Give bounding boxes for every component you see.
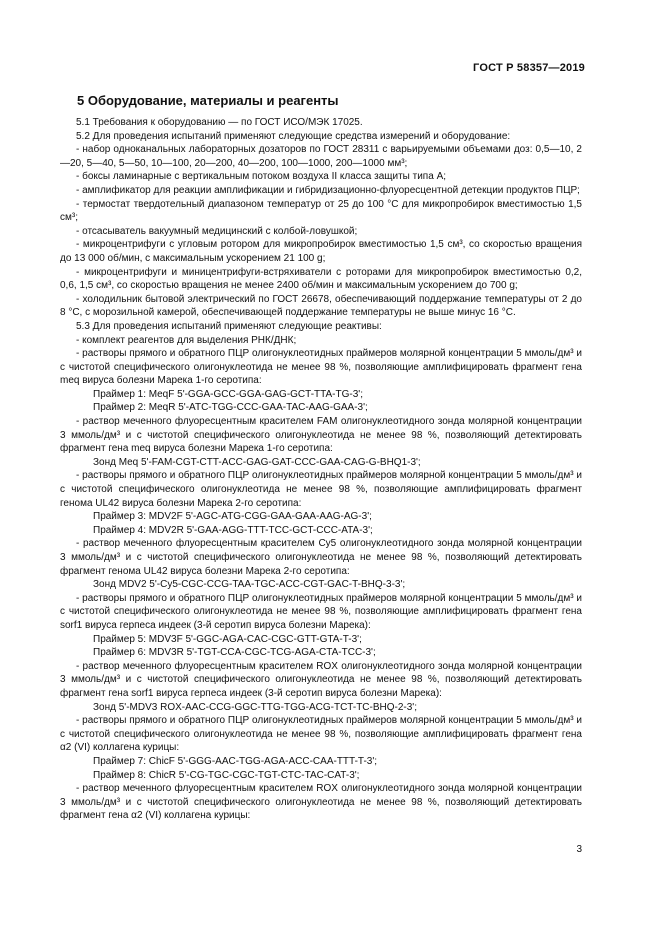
- sequence-line: Праймер 7: ChicF 5'-GGG-AAC-TGG-AGA-ACC-CAA-TTT-T-3';: [93, 755, 378, 767]
- sequence-line: Праймер 2: MeqR 5'-ATC-TGG-CCC-GAA-TAC-AAG-GAA-3';: [93, 402, 368, 414]
- sequence-line: Праймер 3: MDV2F 5'-AGC-ATG-CGG-GAA-GAA-AAG-AG-3';: [93, 511, 372, 523]
- sequence-line: Праймер 1: MeqF 5'-GGA-GCC-GGA-GAG-GCT-TTA-TG-3';: [93, 388, 363, 400]
- paragraph: 5.1 Требования к оборудованию — по ГОСТ ИСО/МЭК 17025.: [76, 117, 363, 128]
- list-item: - раствор меченного флуоресцентным красителем ROX олигонуклеотидного зонда молярной концентрации 3 ммоль/дм³ и с чистотой специфического олигонуклеотида не менее 98 %, позволяющий детектировать фрагмент гена sorf1 вируса герпеса индеек (3-й серотип вируса болезни Марека):: [60, 660, 582, 699]
- list-item: - растворы прямого и обратного ПЦР олигонуклеотидных праймеров молярной концентрации 5 ммоль/дм³ и с чистотой специфического олигонуклеотида не менее 98 %, позволяющие амплифицировать фрагмент гена meq вируса болезни Марека 1-го серотипа:: [60, 348, 582, 387]
- sequence-line: Праймер 8: ChicR 5'-CG-TGC-CGC-TGT-CTC-TAC-CAT-3';: [93, 769, 360, 781]
- page-number: 3: [576, 844, 582, 855]
- list-item: - раствор меченного флуоресцентным красителем Cy5 олигонуклеотидного зонда молярной концентрации 3 ммоль/дм³ и с чистотой специфического олигонуклеотида не менее 98 %, позволяющий детектировать фрагмент генома UL42 вируса болезни Марека 2-го серотипа:: [60, 538, 582, 577]
- list-item: - боксы ламинарные с вертикальным потоком воздуха II класса защиты типа А;: [76, 171, 447, 183]
- sequence-line: Праймер 4: MDV2R 5'-GAA-AGG-TTT-TCC-GCT-CCC-ATA-3';: [93, 524, 373, 536]
- paragraph: 5.3 Для проведения испытаний применяют следующие реактивы:: [76, 320, 382, 332]
- document-header: ГОСТ Р 58357—2019: [473, 62, 585, 74]
- paragraph: 5.2 Для проведения испытаний применяют следующие средства измерений и оборудование:: [76, 130, 511, 142]
- list-item: - набор одноканальных лабораторных дозаторов по ГОСТ 28311 с варьируемыми объемами доз: 0,5—10, 2—20, 5—40, 5—50, 10—100, 20—200, 40—200, 100—1000, 200—1000 мм³;: [60, 144, 582, 169]
- sequence-line: Зонд Meq 5'-FAM-CGT-CTT-ACC-GAG-GAT-CCC-GAA-CAG-G-BHQ1-3';: [93, 456, 421, 468]
- sequence-line: Праймер 6: MDV3R 5'-TGT-CCA-CGC-TCG-AGA-CTA-TCC-3';: [93, 647, 376, 659]
- sequence-line: Зонд 5'-MDV3 ROX-AAC-CCG-GGC-TTG-TGG-ACG-TCT-TC-BHQ-2-3';: [93, 701, 417, 713]
- list-item: - отсасыватель вакуумный медицинский с колбой-ловушкой;: [76, 225, 358, 237]
- list-item: - микроцентрифуги с угловым ротором для микропробирок вместимостью 1,5 см³, со скоростью вращения до 13 000 об/мин, с максимальным ускорением 21 100 g;: [60, 239, 582, 264]
- list-item: - раствор меченного флуоресцентным красителем FAM олигонуклеотидного зонда молярной концентрации 3 ммоль/дм³ и с чистотой специфического олигонуклеотида не менее 98 %, позволяющий детектировать фрагмент гена meq вируса болезни Марека 1-го серотипа:: [60, 416, 582, 455]
- list-item: - раствор меченного флуоресцентным красителем ROX олигонуклеотидного зонда молярной концентрации 3 ммоль/дм³ и с чистотой специфического олигонуклеотида не менее 98 %, позволяющий детектировать фрагмент гена α2 (VI) коллагена курицы:: [60, 783, 582, 822]
- list-item: - растворы прямого и обратного ПЦР олигонуклеотидных праймеров молярной концентрации 5 ммоль/дм³ и с чистотой специфического олигонуклеотида не менее 98 %, позволяющие амплифицировать фрагмент генома UL42 вируса болезни Марека 2-го серотипа:: [60, 470, 582, 509]
- list-item: - холодильник бытовой электрический по ГОСТ 26678, обеспечивающий поддержание температуры от 2 до 8 °С, с морозильной камерой, обеспечивающей поддержание температуры не выше минус 16 °С.: [60, 293, 582, 319]
- list-item: - термостат твердотельный диапазоном температур от 25 до 100 °С для микропробирок вместимостью 1,5 см³;: [60, 198, 582, 224]
- document-body: [60, 116, 582, 823]
- sequence-line: Зонд MDV2 5'-Cy5-CGC-CCG-TAA-TGC-ACC-CGT-GAC-T-BHQ-3-3';: [93, 579, 406, 591]
- list-item: - растворы прямого и обратного ПЦР олигонуклеотидных праймеров молярной концентрации 5 ммоль/дм³ и с чистотой специфического олигонуклеотида не менее 98 %, позволяющие амплифицировать фрагмент гена sorf1 вируса герпеса индеек (3-й серотип вируса болезни Марека):: [60, 592, 582, 631]
- sequence-line: Праймер 5: MDV3F 5'-GGC-AGA-CAC-CGC-GTT-GTA-T-3';: [93, 633, 362, 645]
- section-title: 5 Оборудование, материалы и реагенты: [77, 93, 339, 108]
- list-item: - комплект реагентов для выделения РНК/ДНК;: [76, 334, 297, 346]
- list-item: - микроцентрифуги и миницентрифуги-встряхиватели с роторами для микропробирок вместимостью 0,2, 0,6, 1,5 см³, со скоростью вращения не менее 2400 об/мин и максимальным ускорением до 700 g;: [60, 266, 582, 292]
- list-item: - растворы прямого и обратного ПЦР олигонуклеотидных праймеров молярной концентрации 5 ммоль/дм³ и с чистотой специфического олигонуклеотида не менее 98 %, позволяющие амплифицировать фрагмент гена α2 (VI) коллагена курицы:: [60, 715, 582, 754]
- list-item: - амплификатор для реакции амплификации и гибридизационно-флуоресцентной детекции продуктов ПЦР;: [76, 184, 580, 196]
